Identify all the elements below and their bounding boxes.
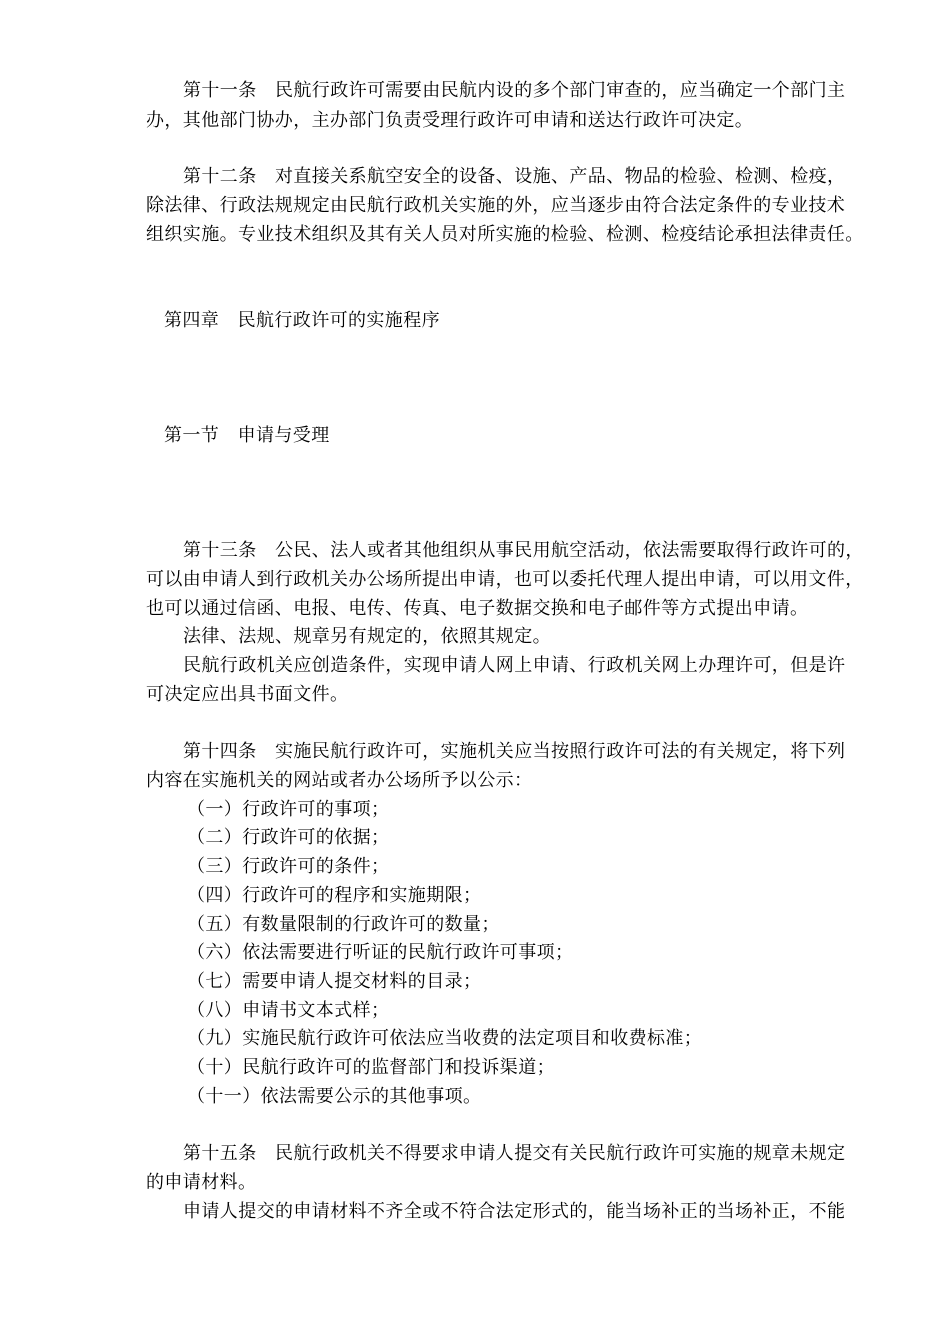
list-item: （七）需要申请人提交材料的目录； [187, 971, 482, 992]
article-15-line-2: 的申请材料。 [146, 1172, 257, 1193]
list-item: （八）申请书文本式样； [187, 1000, 390, 1021]
list-item: （一）行政许可的事项； [187, 799, 390, 820]
section-heading: 第一节 申请与受理 [164, 425, 330, 446]
article-15-paragraph-2: 申请人提交的申请材料不齐全或不符合法定形式的，能当场补正的当场补正，不能 [183, 1201, 846, 1222]
chapter-heading: 第四章 民航行政许可的实施程序 [164, 310, 440, 331]
list-item: （六）依法需要进行听证的民航行政许可事项； [187, 942, 574, 963]
list-item: （四）行政许可的程序和实施期限； [187, 885, 482, 906]
list-item: （九）实施民航行政许可依法应当收费的法定项目和收费标准； [187, 1028, 703, 1049]
article-13-line-3: 也可以通过信函、电报、电传、传真、电子数据交换和电子邮件等方式提出申请。 [146, 598, 809, 619]
article-13-paragraph-3-line-2: 可决定应出具书面文件。 [146, 684, 349, 705]
article-13-paragraph-3-line-1: 民航行政机关应创造条件，实现申请人网上申请、行政机关网上办理许可，但是许 [183, 655, 846, 676]
article-12-line-1: 第十二条 对直接关系航空安全的设备、设施、产品、物品的检验、检测、检疫， [183, 166, 846, 187]
article-12-line-3: 组织实施。专业技术组织及其有关人员对所实施的检验、检测、检疫结论承担法律责任。 [146, 224, 864, 245]
article-14-line-2: 内容在实施机关的网站或者办公场所予以公示： [146, 770, 533, 791]
article-14-line-1: 第十四条 实施民航行政许可，实施机关应当按照行政许可法的有关规定，将下列 [183, 741, 846, 762]
article-13-line-1: 第十三条 公民、法人或者其他组织从事民用航空活动，依法需要取得行政许可的， [183, 540, 864, 561]
list-item: （五）有数量限制的行政许可的数量； [187, 914, 500, 935]
article-11-line-1: 第十一条 民航行政许可需要由民航内设的多个部门审查的，应当确定一个部门主 [183, 80, 846, 101]
list-item: （三）行政许可的条件； [187, 856, 390, 877]
list-item: （十一）依法需要公示的其他事项。 [187, 1086, 482, 1107]
article-11-line-2: 办，其他部门协办，主办部门负责受理行政许可申请和送达行政许可决定。 [146, 110, 754, 131]
list-item: （二）行政许可的依据； [187, 827, 390, 848]
article-13-paragraph-2: 法律、法规、规章另有规定的，依照其规定。 [183, 626, 551, 647]
article-13-line-2: 可以由申请人到行政机关办公场所提出申请，也可以委托代理人提出申请，可以用文件， [146, 569, 864, 590]
article-15-line-1: 第十五条 民航行政机关不得要求申请人提交有关民航行政许可实施的规章未规定 [183, 1143, 846, 1164]
article-12-line-2: 除法律、行政法规规定由民航行政机关实施的外，应当逐步由符合法定条件的专业技术 [146, 195, 846, 216]
list-item: （十）民航行政许可的监督部门和投诉渠道； [187, 1057, 555, 1078]
